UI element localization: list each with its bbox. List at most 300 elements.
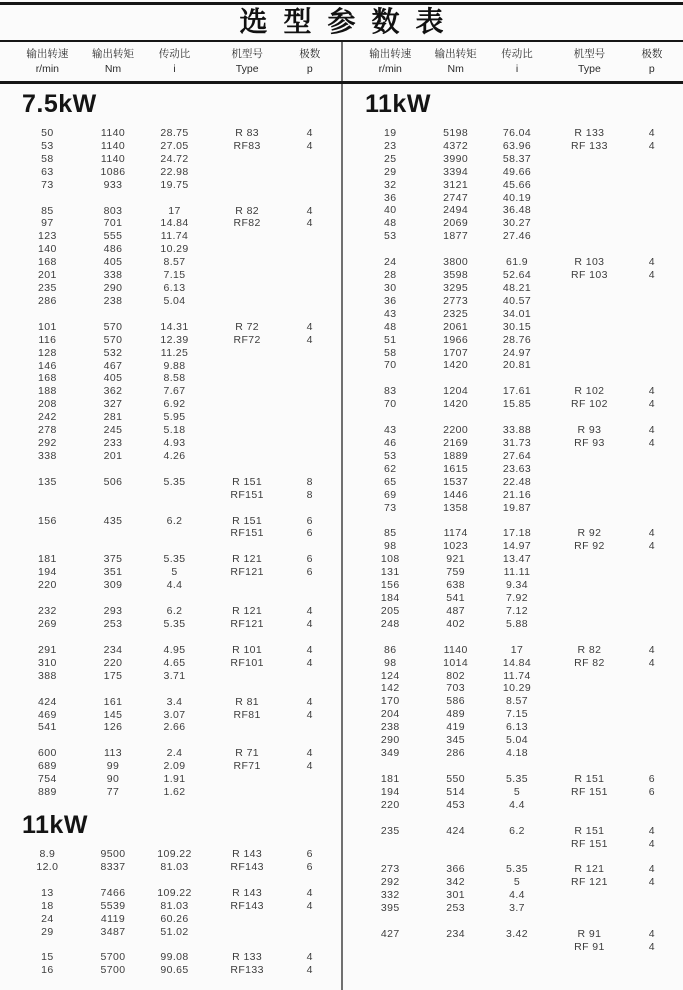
cell-poles: 4 (306, 333, 313, 346)
cell-torque: 638 (446, 579, 466, 592)
cell-speed: 63 (41, 165, 54, 178)
cell-torque: 4372 (443, 139, 469, 152)
cell-model: RF 93 (574, 437, 605, 450)
cell-torque: 759 (446, 566, 466, 579)
table-row (0, 747, 341, 760)
cell-model (206, 166, 289, 179)
cell-torque: 126 (103, 721, 123, 734)
cell-speed: 168 (37, 256, 57, 269)
cell-torque: 3990 (443, 152, 469, 165)
cell-ratio: 4.4 (509, 798, 525, 811)
cell-torque: 570 (103, 320, 123, 333)
parameter-group (0, 951, 341, 977)
table-row (0, 657, 341, 670)
table-row (0, 179, 341, 192)
cell-torque: 1140 (443, 643, 468, 656)
cell-ratio: 20.81 (502, 359, 532, 372)
cell-model: R 82 (577, 643, 602, 656)
table-row (0, 437, 341, 450)
cell-model (548, 489, 630, 502)
table-row (0, 424, 341, 437)
cell-speed: 98 (384, 656, 397, 669)
cell-model: R 151 (232, 475, 263, 488)
cell-poles (631, 192, 683, 205)
table-row (343, 321, 683, 334)
cell-ratio: 5.35 (505, 772, 529, 785)
cell-torque: 2747 (443, 191, 469, 204)
cell-poles (289, 243, 341, 256)
table-row (343, 605, 683, 618)
cell-poles: 4 (648, 139, 655, 152)
cell-torque: 90 (106, 773, 120, 786)
cell-ratio: 27.05 (160, 139, 189, 152)
cell-poles: 6 (306, 847, 313, 860)
cell-speed: 51 (384, 333, 397, 346)
cell-torque: 301 (446, 889, 466, 902)
cell-model (206, 385, 289, 398)
cell-poles (289, 773, 341, 786)
cell-ratio: 19.75 (160, 178, 189, 191)
table-row (343, 217, 683, 230)
cell-torque: 506 (103, 475, 123, 488)
table-body (0, 84, 683, 990)
parameter-group (0, 696, 341, 735)
cell-speed: 188 (37, 385, 57, 398)
cell-torque: 1086 (100, 165, 126, 178)
cell-model (206, 913, 289, 926)
cell-torque: 293 (103, 605, 123, 618)
cell-ratio: 7.12 (505, 604, 529, 617)
cell-model: RF 151 (571, 837, 608, 850)
parameter-group (0, 127, 341, 192)
cell-torque: 3598 (443, 269, 469, 282)
table-row (0, 670, 341, 683)
column-header-label-3: 机型号 (231, 48, 263, 60)
table-row (343, 230, 683, 243)
cell-model (206, 372, 289, 385)
cell-speed: 65 (384, 475, 397, 488)
cell-ratio: 3.7 (509, 902, 525, 915)
cell-ratio: 63.96 (502, 139, 532, 152)
cell-ratio: 81.03 (160, 860, 189, 873)
cell-speed: 338 (37, 449, 57, 462)
parameter-group (343, 256, 683, 372)
cell-ratio: 51.02 (160, 925, 189, 938)
cell-ratio: 27.46 (502, 230, 532, 243)
table-row (0, 321, 341, 334)
cell-model: R 151 (574, 824, 605, 837)
cell-model (548, 695, 630, 708)
cell-speed: 168 (37, 372, 57, 385)
cell-poles (631, 166, 683, 179)
cell-poles (631, 902, 683, 915)
cell-poles (631, 450, 683, 463)
cell-ratio: 34.01 (502, 307, 532, 320)
cell-poles (289, 347, 341, 360)
table-row (0, 411, 341, 424)
cell-ratio: 28.76 (502, 333, 532, 346)
cell-ratio: 8.57 (505, 695, 529, 708)
cell-ratio: 2.66 (163, 721, 186, 734)
table-row (0, 372, 341, 385)
cell-ratio: 109.22 (157, 847, 192, 860)
cell-speed: 58 (384, 346, 397, 359)
cell-speed (0, 489, 83, 502)
cell-speed: 48 (384, 320, 397, 333)
table-row (343, 618, 683, 631)
cell-ratio: 14.84 (160, 217, 189, 230)
parameter-group (343, 825, 683, 851)
cell-speed: 290 (380, 734, 400, 747)
cell-ratio: 48.21 (502, 281, 532, 294)
cell-speed: 205 (380, 604, 400, 617)
table-row (343, 644, 683, 657)
cell-ratio (143, 489, 206, 502)
cell-poles: 4 (648, 437, 655, 450)
cell-ratio: 28.75 (160, 127, 189, 139)
column-header-unit-4: p (648, 63, 655, 75)
cell-speed: 156 (37, 514, 57, 527)
column-header-table (343, 42, 683, 81)
cell-speed: 388 (37, 669, 57, 682)
parameter-group (0, 205, 341, 308)
cell-torque: 555 (103, 230, 123, 243)
cell-model (548, 463, 630, 476)
parameter-group (343, 863, 683, 915)
header-left-half (0, 42, 341, 81)
cell-torque: 8337 (100, 860, 126, 873)
cell-speed: 689 (37, 760, 57, 773)
cell-speed: 232 (37, 605, 57, 618)
cell-model: RF 91 (574, 940, 605, 953)
table-row (343, 398, 683, 411)
cell-speed: 28 (384, 269, 397, 282)
cell-ratio: 4.4 (509, 889, 525, 902)
cell-speed: 124 (380, 669, 400, 682)
table-row (0, 269, 341, 282)
cell-torque: 5539 (100, 899, 126, 912)
section-heading-11kw: 11kW (22, 810, 88, 839)
cell-speed (0, 527, 83, 540)
header-right-half (341, 42, 683, 81)
cell-ratio: 14.97 (502, 540, 532, 553)
cell-poles: 4 (306, 899, 313, 912)
cell-torque: 245 (103, 424, 123, 437)
cell-ratio: 4.4 (166, 579, 183, 592)
cell-poles (631, 321, 683, 334)
cell-ratio: 40.57 (502, 294, 532, 307)
cell-poles (289, 926, 341, 939)
cell-poles (631, 308, 683, 321)
cell-torque: 532 (103, 346, 123, 359)
table-row (0, 900, 341, 913)
cell-model: R 81 (235, 695, 260, 708)
cell-torque: 286 (446, 746, 466, 759)
cell-model: RF151 (230, 527, 264, 540)
cell-ratio: 1.62 (163, 786, 186, 799)
table-row (0, 579, 341, 592)
table-row (0, 553, 341, 566)
cell-speed: 58 (41, 152, 54, 165)
cell-poles: 4 (306, 964, 313, 977)
table-row (343, 424, 683, 437)
table-row (343, 308, 683, 321)
cell-model (548, 618, 630, 631)
cell-model: RF 103 (571, 269, 608, 282)
table-row (343, 385, 683, 398)
cell-model (548, 889, 630, 902)
cell-poles (631, 592, 683, 605)
cell-model (548, 295, 630, 308)
cell-torque: 7466 (100, 886, 126, 899)
cell-model: R 143 (232, 886, 263, 899)
cell-poles (289, 786, 341, 799)
cell-speed: 36 (384, 191, 397, 204)
cell-ratio: 5.35 (163, 475, 186, 488)
cell-model (548, 670, 630, 683)
table-row (0, 140, 341, 153)
cell-speed: 46 (384, 437, 397, 450)
cell-model: RF 151 (571, 785, 608, 798)
table-row (0, 926, 341, 939)
cell-poles: 8 (306, 475, 313, 488)
cell-ratio: 6.92 (163, 398, 186, 411)
cell-torque: 550 (446, 772, 466, 785)
cell-torque: 1966 (443, 333, 469, 346)
cell-model: R 101 (232, 643, 263, 656)
parameter-group (343, 644, 683, 760)
cell-poles: 4 (648, 837, 655, 850)
cell-model (548, 902, 630, 915)
table-row (0, 127, 341, 140)
cell-ratio: 45.66 (502, 178, 532, 191)
cell-poles: 6 (306, 860, 313, 873)
cell-speed: 83 (384, 385, 397, 398)
cell-speed: 204 (380, 708, 400, 721)
cell-speed: 30 (384, 281, 397, 294)
cell-speed: 53 (384, 449, 397, 462)
cell-torque: 253 (103, 618, 123, 630)
cell-torque: 453 (446, 798, 466, 811)
cell-ratio: 8.58 (163, 372, 186, 385)
cell-poles (289, 179, 341, 192)
cell-speed: 427 (380, 928, 400, 941)
cell-speed: 600 (37, 747, 57, 760)
cell-torque: 487 (446, 604, 466, 617)
cell-speed: 69 (384, 488, 397, 501)
cell-torque: 435 (103, 514, 123, 527)
cell-speed: 184 (380, 592, 400, 604)
table-row (0, 217, 341, 230)
column-header-label-2: 传动比 (158, 48, 191, 60)
cell-torque: 161 (103, 695, 123, 708)
cell-model (548, 153, 630, 166)
cell-poles (289, 153, 341, 166)
cell-speed: 754 (37, 773, 57, 786)
cell-speed: 248 (380, 617, 400, 630)
table-row (343, 592, 683, 605)
table-row (343, 902, 683, 915)
table-row (0, 605, 341, 618)
cell-model: R 71 (235, 747, 260, 760)
cell-torque: 290 (103, 281, 123, 294)
cell-ratio: 2.09 (163, 760, 186, 773)
cell-poles: 4 (306, 139, 313, 152)
cell-torque: 2061 (443, 320, 469, 333)
cell-torque: 1889 (443, 449, 469, 462)
table-row (343, 179, 683, 192)
cell-poles: 4 (306, 708, 313, 721)
table-row (0, 887, 341, 900)
cell-ratio: 6.13 (505, 721, 529, 734)
section-heading-11kw: 11kW (365, 90, 431, 118)
cell-torque: 2200 (443, 424, 469, 437)
cell-torque: 281 (103, 411, 123, 424)
cell-model: R 102 (574, 385, 605, 398)
cell-model: RF143 (230, 899, 264, 912)
table-row (343, 282, 683, 295)
cell-torque: 2325 (443, 307, 469, 320)
cell-ratio: 3.07 (163, 708, 186, 721)
cell-torque: 113 (104, 747, 122, 760)
cell-torque: 1420 (443, 359, 469, 372)
cell-speed: 36 (384, 294, 397, 307)
cell-model: R 92 (577, 527, 602, 540)
cell-speed: 269 (37, 618, 57, 630)
cell-poles: 4 (306, 204, 313, 217)
column-header-label-1: 输出转矩 (91, 48, 134, 60)
cell-poles (631, 282, 683, 295)
cell-ratio: 14.31 (160, 320, 189, 333)
cell-speed: 181 (37, 553, 57, 566)
cell-model: RF 133 (571, 139, 608, 152)
cell-poles: 4 (648, 643, 655, 656)
table-row (343, 489, 683, 502)
cell-poles: 4 (648, 540, 655, 553)
cell-ratio: 31.73 (502, 437, 532, 450)
cell-ratio: 5.04 (505, 734, 529, 747)
cell-poles: 4 (306, 656, 313, 669)
table-row (343, 204, 683, 217)
cell-torque: 5198 (443, 127, 469, 139)
cell-poles (631, 799, 683, 812)
column-header-unit-3: Type (578, 63, 601, 75)
cell-ratio: 3.42 (505, 928, 529, 941)
cell-poles (631, 579, 683, 592)
cell-ratio: 5 (513, 785, 521, 798)
cell-poles (631, 153, 683, 166)
column-header-unit-4: p (306, 63, 313, 75)
table-row (0, 256, 341, 269)
cell-speed: 208 (37, 398, 57, 411)
cell-speed: 292 (37, 436, 57, 449)
cell-model: RF81 (233, 708, 261, 721)
cell-model (206, 295, 289, 308)
cell-model: RF83 (233, 139, 261, 152)
cell-model: RF121 (230, 566, 264, 579)
cell-speed: 201 (37, 269, 57, 282)
table-row (0, 515, 341, 528)
table-row (343, 876, 683, 889)
cell-torque: 5700 (100, 951, 126, 964)
table-row (343, 695, 683, 708)
cell-model: RF133 (230, 964, 264, 977)
table-row (0, 566, 341, 579)
table-row (0, 243, 341, 256)
cell-model: R 93 (577, 424, 602, 437)
cell-torque: 99 (106, 760, 120, 773)
cell-model: R 151 (232, 514, 263, 527)
cell-ratio: 40.19 (502, 191, 532, 204)
column-header-table (0, 42, 341, 81)
cell-ratio: 5.88 (505, 617, 529, 630)
cell-torque: 201 (103, 449, 123, 462)
cell-ratio: 11.74 (503, 669, 531, 682)
parameter-group (0, 605, 341, 631)
table-row (343, 708, 683, 721)
cell-torque: 1140 (100, 127, 126, 139)
table-row (343, 941, 683, 954)
cell-ratio: 10.29 (502, 682, 532, 695)
table-row (343, 682, 683, 695)
cell-torque: 703 (446, 682, 466, 695)
table-row (0, 527, 341, 540)
cell-model (548, 230, 630, 243)
cell-model (548, 166, 630, 179)
cell-torque: 1014 (443, 656, 469, 669)
cell-model: RF143 (230, 860, 264, 873)
cell-speed: 235 (380, 824, 400, 837)
cell-torque: 4119 (100, 912, 126, 925)
cell-ratio: 5.35 (163, 553, 186, 566)
cell-speed: 146 (37, 359, 57, 372)
cell-poles (289, 295, 341, 308)
table-row (0, 230, 341, 243)
cell-poles: 4 (648, 424, 655, 437)
cell-speed: 50 (41, 127, 54, 139)
table-row (343, 359, 683, 372)
cell-model (548, 308, 630, 321)
cell-speed: 273 (380, 863, 400, 876)
cell-model: R 82 (235, 204, 260, 217)
cell-model (548, 553, 630, 566)
table-row (0, 398, 341, 411)
cell-speed: 24 (384, 256, 397, 269)
cell-model (206, 670, 289, 683)
table-row (0, 964, 341, 977)
column-header-label-0: 输出转速 (369, 48, 412, 60)
cell-speed: 395 (380, 902, 400, 915)
cell-torque: 253 (446, 902, 466, 915)
cell-ratio: 24.72 (160, 152, 189, 165)
cell-ratio: 9.34 (505, 579, 529, 592)
cell-torque: 233 (103, 436, 123, 449)
cell-torque: 2069 (443, 217, 469, 230)
column-header-label-4: 极数 (641, 48, 663, 60)
column-header-label-1: 输出转矩 (434, 48, 477, 60)
cell-ratio: 4.95 (163, 643, 186, 656)
cell-poles: 4 (648, 656, 655, 669)
cell-model (548, 747, 630, 760)
column-header-unit-2: i (515, 63, 519, 75)
cell-torque: 351 (103, 566, 123, 579)
cell-poles (631, 747, 683, 760)
cell-torque: 1877 (443, 230, 469, 243)
cell-ratio: 11.11 (503, 566, 531, 579)
cell-poles: 4 (306, 695, 313, 708)
cell-model: RF71 (233, 760, 261, 773)
cell-torque: 77 (106, 786, 120, 799)
